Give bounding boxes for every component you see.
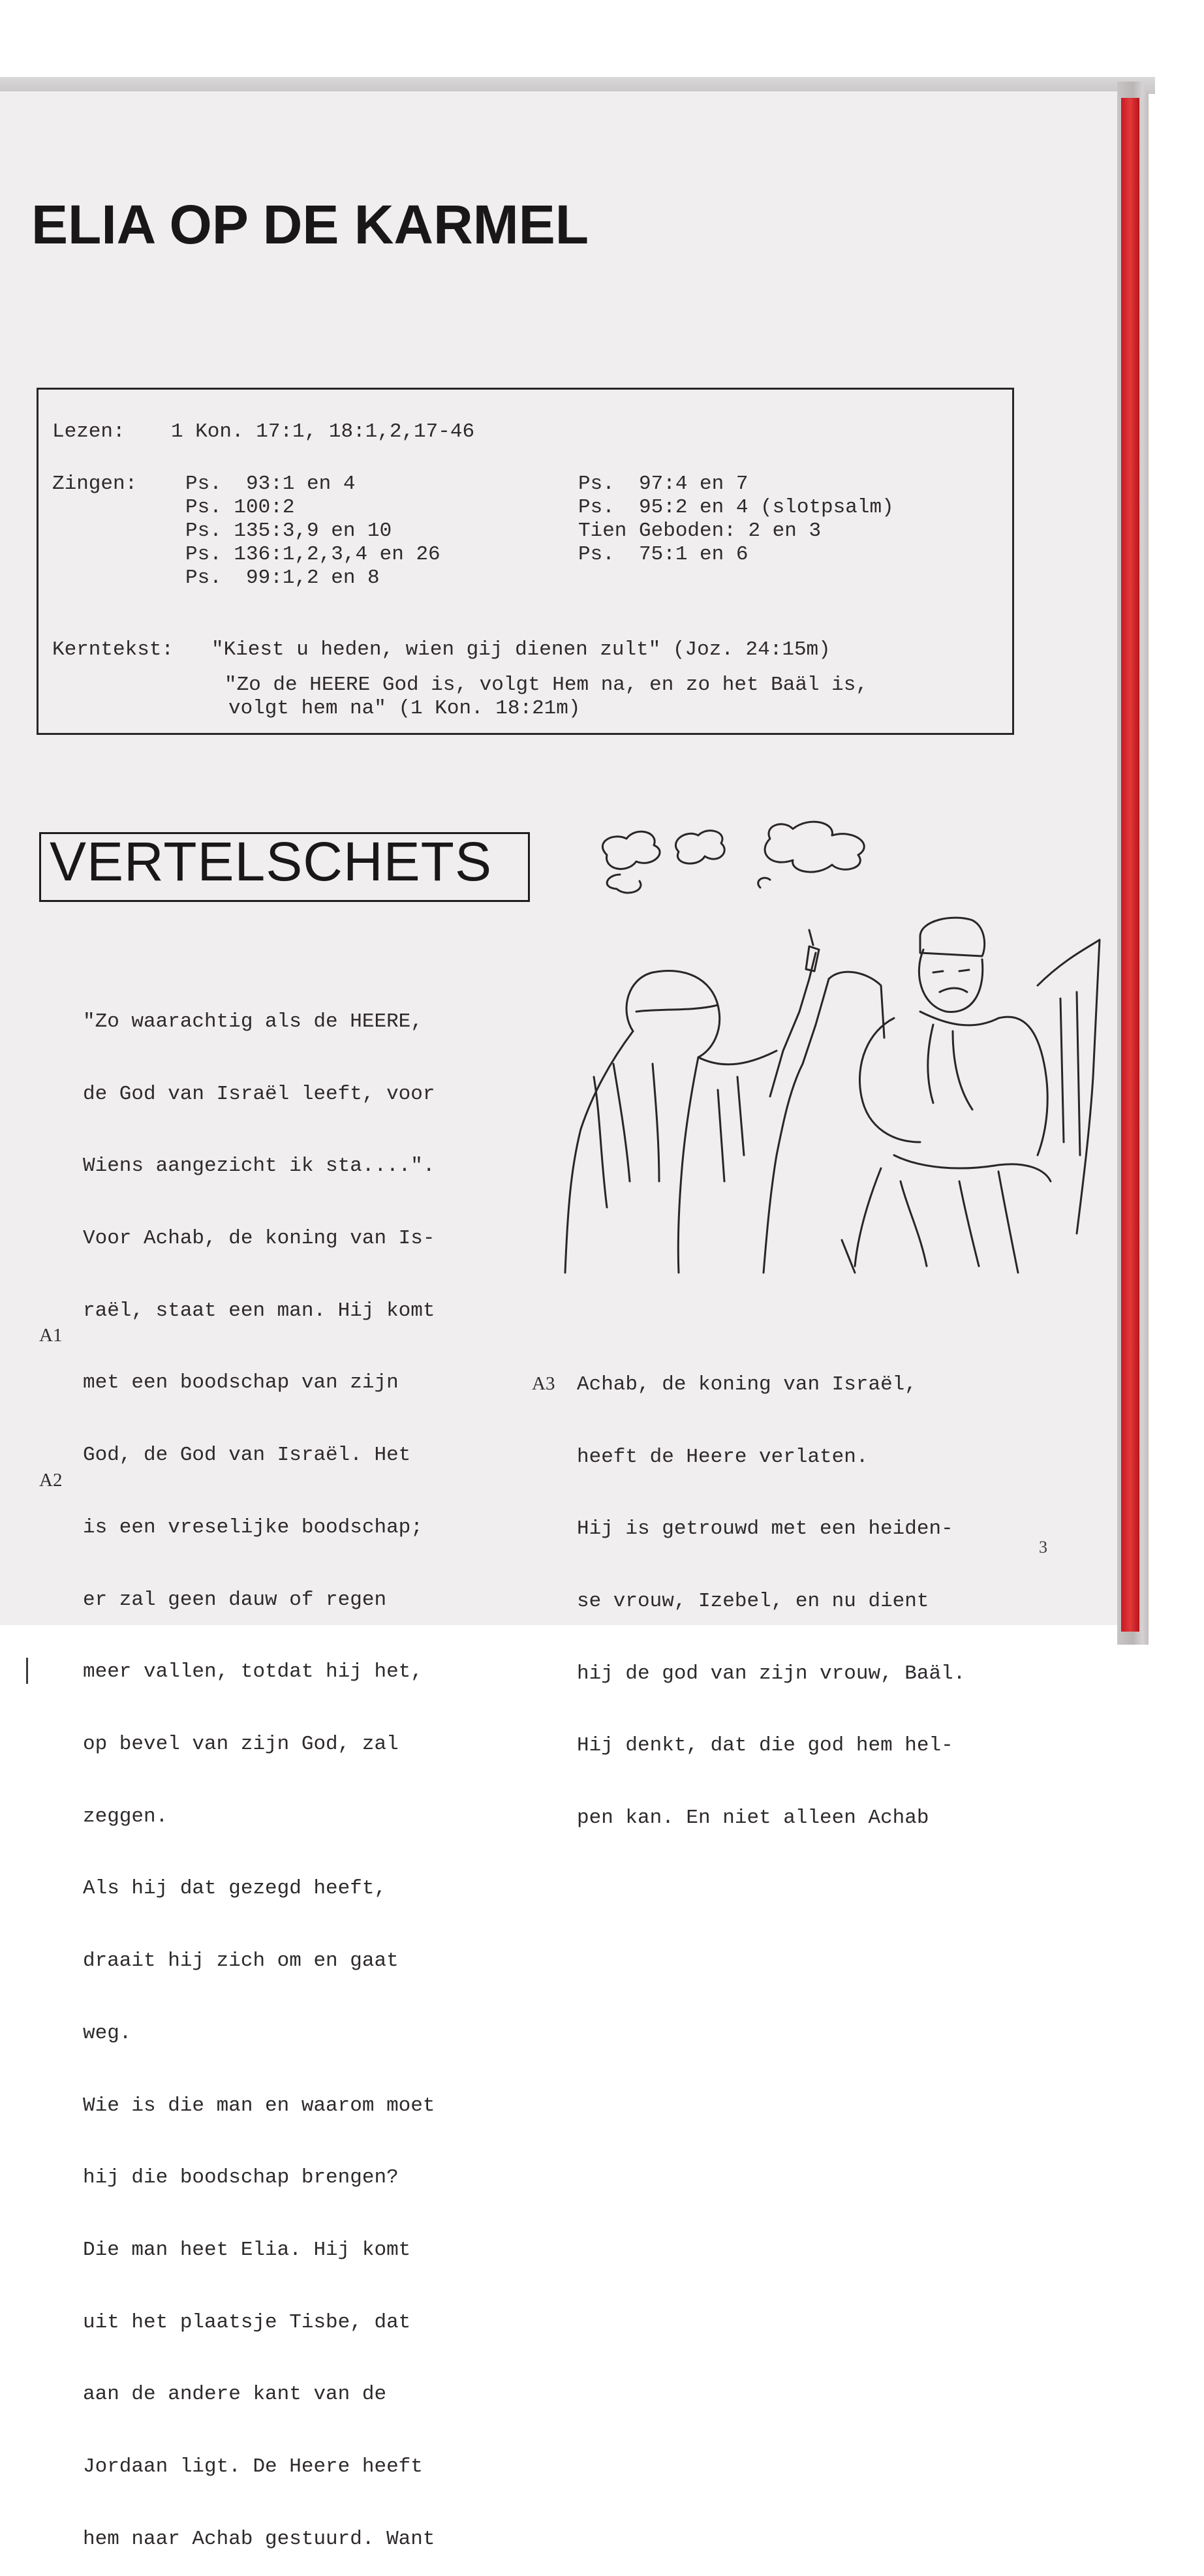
story-right-column: [577, 1325, 965, 1855]
song-left-4: Ps. 136:1,2,3,4 en 26: [185, 543, 440, 566]
achab-face: [919, 950, 982, 1012]
marker-a1: A1: [39, 1325, 63, 1346]
song-left-5: Ps. 99:1,2 en 8: [185, 566, 380, 589]
section-title: VERTELSCHETS: [50, 831, 492, 892]
story-line: Als hij dat gezegd heeft,: [83, 1877, 387, 1901]
elia-head: [626, 970, 720, 1057]
kerntekst-label: Kerntekst:: [52, 638, 174, 661]
story-line: Hij denkt, dat die god hem hel-: [577, 1734, 953, 1758]
song-left-2: Ps. 100:2: [185, 496, 295, 519]
achab-body: [920, 1012, 1047, 1155]
story-line: draait hij zich om en gaat: [83, 1949, 399, 1973]
story-line: Voor Achab, de koning van Is-: [83, 1226, 435, 1250]
story-left-column: [83, 962, 435, 2576]
story-line: met een boodschap van zijn: [83, 1371, 399, 1395]
margin-mark: [26, 1658, 28, 1684]
story-line: God, de God van Israël. Het: [83, 1444, 411, 1467]
story-line: raël, staat een man. Hij komt: [83, 1299, 435, 1322]
story-line: pen kan. En niet alleen Achab: [577, 1807, 929, 1830]
story-line: hij de god van zijn vrouw, Baäl.: [577, 1662, 966, 1685]
lezen-value: 1 Kon. 17:1, 18:1,2,17-46: [171, 420, 475, 443]
marker-a3: A3: [532, 1373, 555, 1394]
story-line: Wie is die man en waarom moet: [83, 2094, 435, 2117]
chair-back-left: [829, 972, 884, 1038]
story-line: Die man heet Elia. Hij komt: [83, 2239, 411, 2262]
page-number: 3: [1039, 1538, 1047, 1557]
song-right-2: Ps. 95:2 en 4 (slotpsalm): [578, 496, 894, 519]
cloud-left: [602, 831, 660, 869]
book-cover-gray-edge: [1142, 91, 1149, 1645]
kerntekst-2b: volgt hem na" (1 Kon. 18:21m): [228, 697, 581, 720]
cloud-small: [675, 831, 724, 863]
page-title: ELIA OP DE KARMEL: [31, 194, 589, 255]
zingen-label: Zingen:: [52, 473, 138, 495]
story-line: uit het plaatsje Tisbe, dat: [83, 2310, 411, 2334]
story-line: Wiens aangezicht ik sta....".: [83, 1155, 435, 1178]
song-right-3: Tien Geboden: 2 en 3: [578, 520, 822, 542]
raised-arm: [770, 953, 816, 1096]
song-right-1: Ps. 97:4 en 7: [578, 473, 749, 495]
story-line: heeft de Heere verlaten.: [577, 1445, 869, 1468]
story-line: de God van Israël leeft, voor: [83, 1082, 435, 1106]
story-line: se vrouw, Izebel, en nu dient: [577, 1589, 929, 1613]
story-line: Hij is getrouwd met een heiden-: [577, 1517, 953, 1541]
story-line: is een vreselijke boodschap;: [83, 1515, 423, 1539]
story-line: weg.: [83, 2021, 132, 2045]
story-line: Achab, de koning van Israël,: [577, 1373, 917, 1396]
cloud-large: [765, 822, 864, 872]
kerntekst-1: "Kiest u heden, wien gij dienen zult" (Joz. 24:15m): [211, 638, 831, 661]
story-line: op bevel van zijn God, zal: [83, 1733, 399, 1756]
achab-left-arm: [859, 1018, 920, 1142]
song-left-1: Ps. 93:1 en 4: [185, 473, 356, 495]
lezen-label: Lezen:: [52, 420, 125, 443]
marker-a2: A2: [39, 1470, 63, 1491]
story-line: "Zo waarachtig als de HEERE,: [83, 1010, 423, 1033]
story-line: hij die boodschap brengen?: [83, 2166, 399, 2190]
drawing-elia-and-achab-icon: [502, 816, 1103, 1286]
kerntekst-2a: "Zo de HEERE God is, volgt Hem na, en zo het Baäl is,: [224, 674, 868, 696]
achab-hat: [920, 918, 985, 956]
story-line: aan de andere kant van de: [83, 2383, 387, 2406]
book-cover-red-edge: [1121, 98, 1139, 1632]
song-left-3: Ps. 135:3,9 en 10: [185, 520, 392, 542]
story-line: er zal geen dauw of regen: [83, 1588, 387, 1611]
achab-lap: [894, 1155, 1051, 1181]
song-right-4: Ps. 75:1 en 6: [578, 543, 749, 566]
story-line: Jordaan ligt. De Heere heeft: [83, 2455, 423, 2479]
story-line: meer vallen, totdat hij het,: [83, 1660, 423, 1684]
story-line: hem naar Achab gestuurd. Want: [83, 2527, 435, 2551]
story-line: zeggen.: [83, 1805, 168, 1828]
